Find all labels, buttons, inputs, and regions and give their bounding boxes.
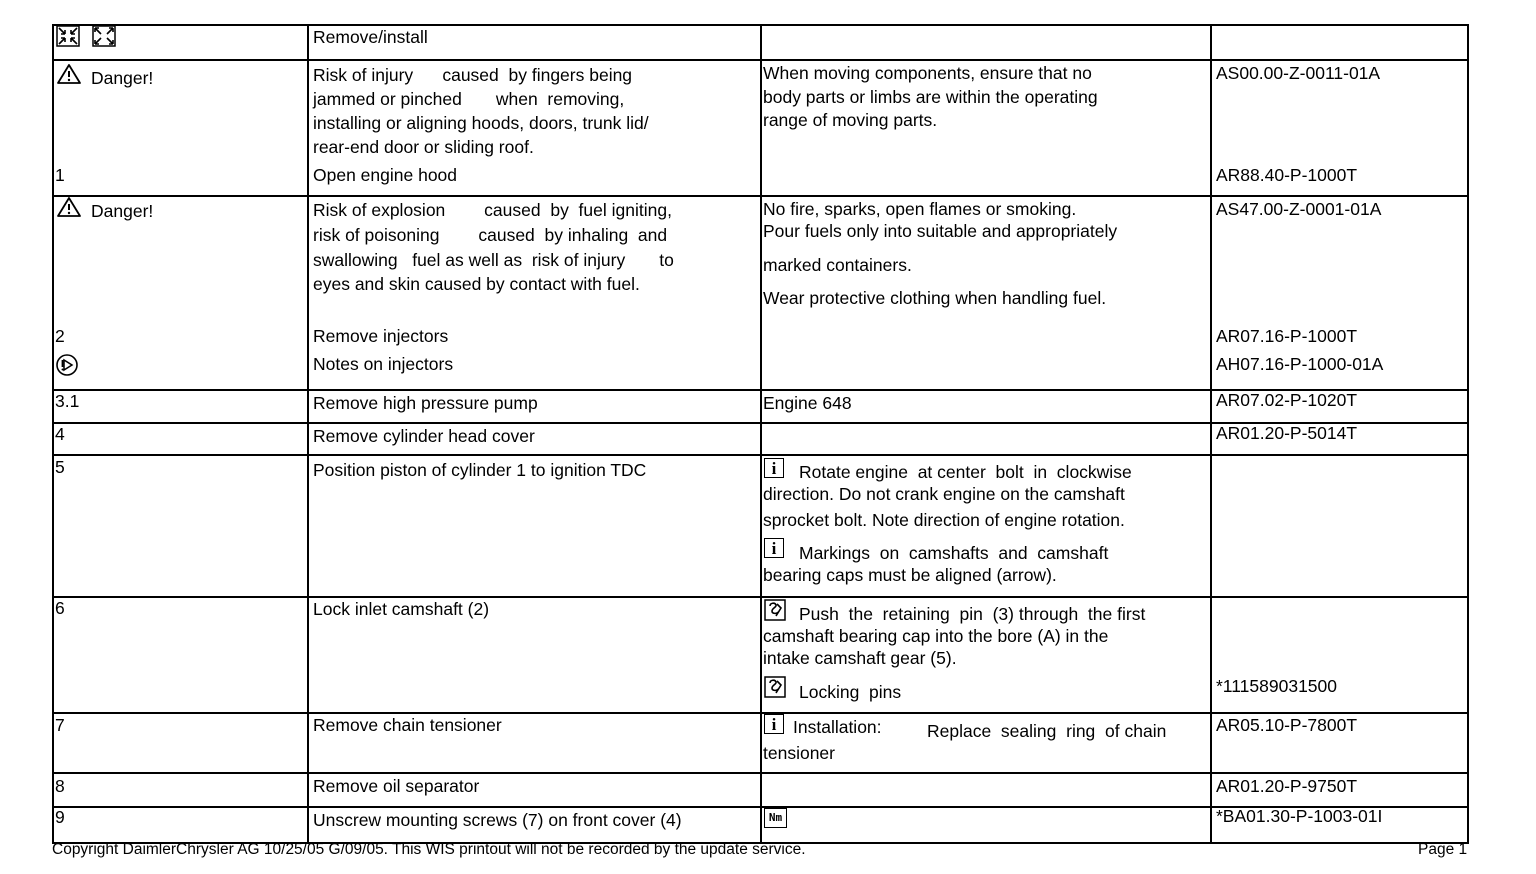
table-divider-2 — [760, 24, 762, 844]
info-icon: i — [764, 538, 784, 558]
step-text: Remove cylinder head cover — [313, 426, 535, 446]
step-text: Remove injectors — [313, 326, 449, 346]
row-border — [52, 195, 1469, 197]
reference-code[interactable]: AR07.02-P-1020T — [1216, 390, 1358, 410]
note-icon — [55, 353, 79, 377]
page-title: Remove/install — [313, 27, 428, 47]
danger-note-line: Pour fuels only into suitable and appropriately — [763, 221, 1118, 241]
reference-code[interactable]: AR01.20-P-9750T — [1216, 776, 1358, 796]
info-note-line: sprocket bolt. Note direction of engine rotation. — [763, 510, 1125, 530]
danger-description-line: swallowing fuel as well as risk of injury to — [313, 250, 674, 270]
step-number: 9 — [55, 807, 65, 827]
reference-code[interactable]: AH07.16-P-1000-01A — [1216, 354, 1384, 374]
row-border — [52, 772, 1469, 774]
row-border — [52, 24, 1469, 26]
danger-label: Danger! — [91, 201, 154, 221]
info-label: Installation: — [793, 717, 882, 737]
danger-note-line: marked containers. — [763, 255, 912, 275]
table-border-left — [52, 24, 54, 844]
reference-code[interactable]: AS00.00-Z-0011-01A — [1216, 63, 1381, 83]
danger-description-line: Risk of explosion caused by fuel igniting, — [313, 200, 672, 220]
danger-note-line: Wear protective clothing when handling fuel. — [763, 288, 1107, 308]
danger-description-line: Risk of injury caused by fingers being — [313, 65, 633, 85]
step-number: 5 — [55, 457, 65, 477]
reference-code[interactable]: AR07.16-P-1000T — [1216, 326, 1358, 346]
copyright-footer: Copyright DaimlerChrysler AG 10/25/05 G/09/05. This WIS printout will not be recorded by the update service. — [52, 841, 806, 858]
danger-description-line: eyes and skin caused by contact with fuel. — [313, 274, 640, 294]
step-text: Lock inlet camshaft (2) — [313, 599, 490, 619]
reference-code[interactable]: AR88.40-P-1000T — [1216, 165, 1358, 185]
danger-note-line: No fire, sparks, open flames or smoking. — [763, 199, 1077, 219]
row-border — [52, 596, 1469, 598]
step-text: Position piston of cylinder 1 to ignition TDC — [313, 460, 647, 480]
special-tool-icon — [764, 599, 786, 621]
danger-note-line: body parts or limbs are within the operating — [763, 87, 1098, 107]
table-divider-1 — [307, 24, 309, 844]
danger-description-line: rear-end door or sliding roof. — [313, 137, 534, 157]
info-note-line: bearing caps must be aligned (arrow). — [763, 565, 1057, 585]
install-icon — [92, 25, 116, 47]
table-divider-3 — [1210, 24, 1212, 844]
info-icon: i — [764, 458, 784, 478]
special-tool-icon — [764, 676, 786, 698]
step-number: 4 — [55, 424, 65, 444]
step-note: Engine 648 — [763, 393, 852, 413]
info-note-line: Rotate engine at center bolt in clockwise — [799, 462, 1132, 482]
info-note-line: Markings on camshafts and camshaft — [799, 543, 1109, 563]
reference-code[interactable]: AR01.20-P-5014T — [1216, 423, 1358, 443]
note-text: Notes on injectors — [313, 354, 454, 374]
step-number: 8 — [55, 776, 65, 796]
row-border — [52, 59, 1469, 61]
step-text: Remove chain tensioner — [313, 715, 502, 735]
danger-description-line: risk of poisoning caused by inhaling and — [313, 225, 668, 245]
remove-icon — [56, 25, 80, 47]
step-number: 1 — [55, 165, 65, 185]
info-icon: i — [764, 714, 784, 734]
info-note-line: direction. Do not crank engine on the camshaft — [763, 484, 1125, 504]
danger-note-line: range of moving parts. — [763, 110, 938, 130]
danger-description-line: jammed or pinched when removing, — [313, 89, 625, 109]
table-border-right — [1467, 24, 1469, 844]
warning-triangle-icon — [56, 63, 82, 85]
step-text: Open engine hood — [313, 165, 458, 185]
step-text: Remove oil separator — [313, 776, 480, 796]
step-number: 3.1 — [55, 391, 80, 411]
step-number: 6 — [55, 598, 65, 618]
tool-note-line: intake camshaft gear (5). — [763, 648, 957, 668]
torque-nm-icon: Nm — [764, 808, 787, 828]
step-number: 2 — [55, 326, 65, 346]
tool-note-line: camshaft bearing cap into the bore (A) in the — [763, 626, 1109, 646]
tool-part-number[interactable]: *111589031500 — [1216, 676, 1338, 696]
reference-code[interactable]: AR05.10-P-7800T — [1216, 715, 1358, 735]
tool-note-line: Push the retaining pin (3) through the first — [799, 604, 1146, 624]
row-border — [52, 454, 1469, 456]
step-text: Unscrew mounting screws (7) on front cover (4) — [313, 810, 682, 830]
danger-note-line: When moving components, ensure that no — [763, 63, 1092, 83]
tool-name: Locking pins — [799, 682, 902, 702]
warning-triangle-icon — [56, 196, 82, 218]
page-number: Page 1 — [1418, 841, 1468, 858]
reference-code[interactable]: *BA01.30-P-1003-01I — [1216, 806, 1383, 826]
reference-code[interactable]: AS47.00-Z-0001-01A — [1216, 199, 1382, 219]
info-note-line: tensioner — [763, 743, 835, 763]
step-number: 7 — [55, 715, 65, 735]
danger-description-line: installing or aligning hoods, doors, trunk lid/ — [313, 113, 649, 133]
step-text: Remove high pressure pump — [313, 393, 538, 413]
danger-label: Danger! — [91, 68, 154, 88]
info-note-line: Replace sealing ring of chain — [927, 721, 1167, 741]
